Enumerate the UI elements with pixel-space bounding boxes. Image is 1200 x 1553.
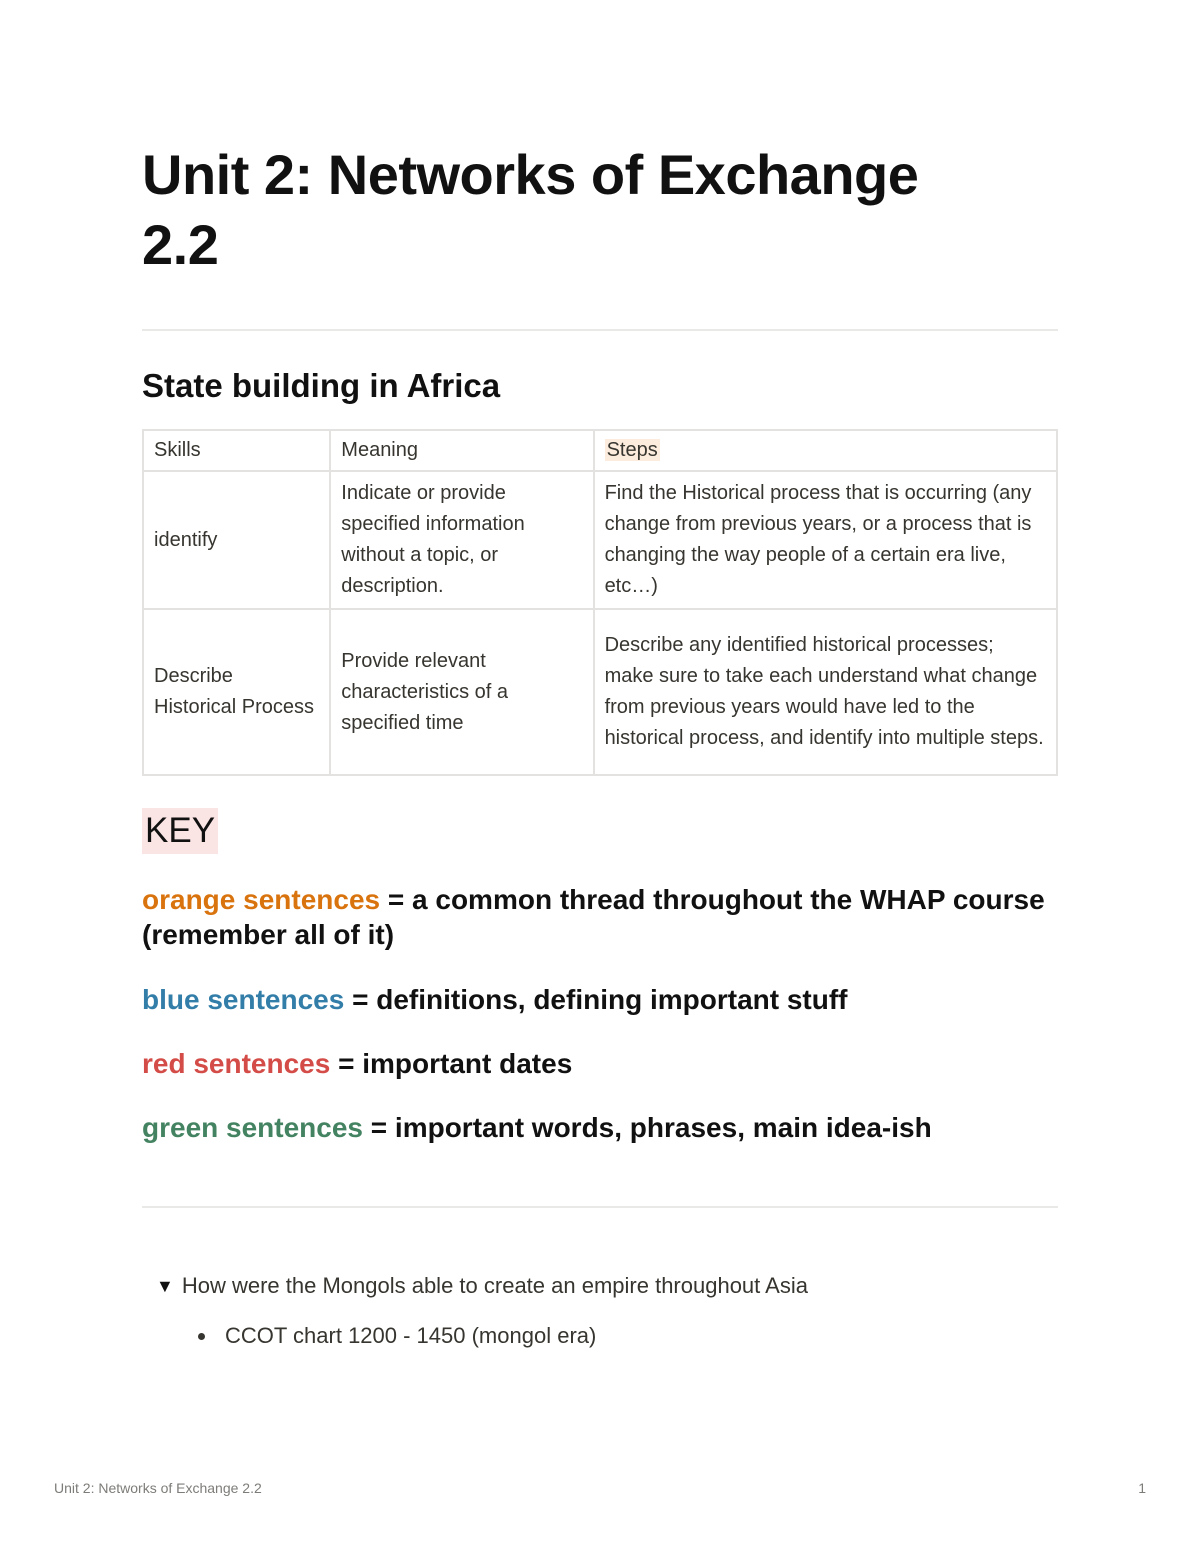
cell-steps: Find the Historical process that is occurring (any change from previous years, or a process that is changing the way people of a certain era live, etc…) xyxy=(594,471,1057,609)
legend-orange-text: = a common thread throughout the WHAP course (remember all of it) xyxy=(142,884,1045,950)
header-steps-label: Steps xyxy=(606,439,658,461)
list-item xyxy=(198,1320,596,1352)
divider-bottom xyxy=(142,1206,1058,1208)
footer-title: Unit 2: Networks of Exchange 2.2 xyxy=(54,1480,262,1496)
skills-table xyxy=(142,429,1058,776)
title-line-1: Unit 2: Networks of Exchange xyxy=(142,143,919,206)
cell-meaning: Provide relevant characteristics of a specified time xyxy=(330,609,593,775)
legend-green-colored: green sentences xyxy=(142,1112,363,1143)
legend-orange-colored: orange sentences xyxy=(142,884,381,915)
list-item-text: CCOT chart 1200 - 1450 (mongol era) xyxy=(225,1323,597,1348)
cell-meaning: Indicate or provide specified information without a topic, or description. xyxy=(330,471,593,609)
bullet-icon xyxy=(198,1333,205,1340)
legend-red xyxy=(142,1046,1058,1081)
legend-green xyxy=(142,1110,1058,1145)
table-row xyxy=(143,609,1057,775)
table-header-row xyxy=(143,430,1057,471)
cell-skill: identify xyxy=(143,471,330,609)
legend-green-text: = important words, phrases, main idea-ish xyxy=(363,1112,932,1143)
legend-orange xyxy=(142,882,1058,952)
cell-skill: Describe Historical Process xyxy=(143,609,330,775)
title-line-2: 2.2 xyxy=(142,213,219,276)
header-meaning: Meaning xyxy=(330,430,593,471)
toggle-text: How were the Mongols able to create an empire throughout Asia xyxy=(181,1273,808,1298)
section-heading: State building in Africa xyxy=(142,367,501,404)
header-steps xyxy=(594,430,1057,471)
divider-top xyxy=(142,329,1058,331)
legend-red-text: = important dates xyxy=(330,1048,573,1079)
key-label: KEY xyxy=(142,808,218,854)
legend-red-colored: red sentences xyxy=(142,1048,331,1079)
triangle-down-icon[interactable]: ▼ xyxy=(156,1276,174,1296)
legend-blue-text: = definitions, defining important stuff xyxy=(344,984,848,1015)
cell-steps: Describe any identified historical processes; make sure to take each understand what change from previous years would have led to the historical process, and identify into multiple steps. xyxy=(594,609,1057,775)
page-title xyxy=(142,140,1058,280)
legend-blue-colored: blue sentences xyxy=(142,984,345,1015)
header-skills: Skills xyxy=(143,430,330,471)
table-row xyxy=(143,471,1057,609)
toggle-block[interactable] xyxy=(156,1270,808,1302)
page-number: 1 xyxy=(1138,1480,1146,1496)
legend-blue xyxy=(142,982,1058,1017)
